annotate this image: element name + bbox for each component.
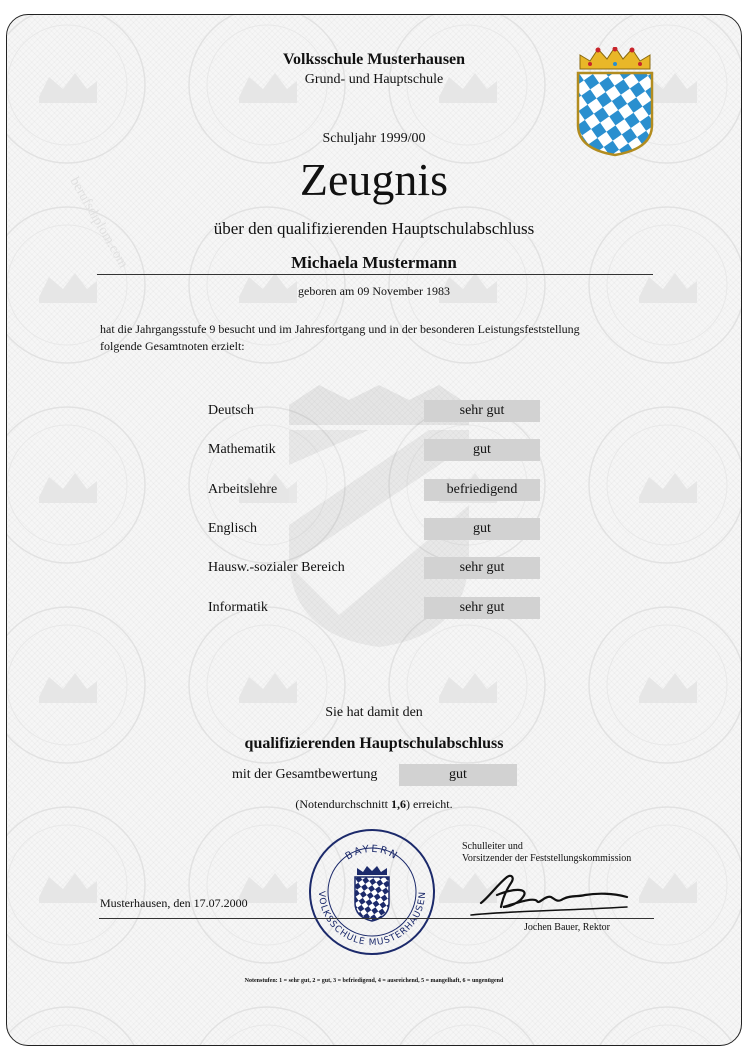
school-seal — [307, 827, 437, 957]
overall-grade-label: mit der Gesamtbewertung — [232, 767, 378, 782]
qualification-title: qualifizierenden Hauptschulabschluss — [244, 735, 504, 752]
grade-box: sehr gut — [424, 400, 540, 422]
intro-line-1: hat die Jahrgangsstufe 9 besucht und im Jahresfortgang und in der besonderen Leistungsfeststellung — [100, 322, 580, 336]
grade-box: sehr gut — [424, 557, 540, 579]
average-prefix: (Notendurchschnitt — [295, 797, 391, 811]
signer-name: Jochen Bauer, Rektor — [524, 922, 610, 933]
signer-title-line-1: Schulleiter und — [462, 841, 523, 852]
subject-label: Hausw.-sozialer Bereich — [208, 560, 345, 575]
intro-text — [100, 321, 660, 355]
school-type: Grund- und Hauptschule — [304, 72, 444, 87]
subject-label: Englisch — [208, 521, 257, 536]
grade-box: befriedigend — [424, 479, 540, 501]
grade-average — [7, 797, 741, 812]
certificate-sheet — [6, 14, 742, 1046]
subject-label: Mathematik — [208, 442, 276, 457]
result-intro: Sie hat damit den — [325, 705, 423, 720]
document-title: Zeugnis — [299, 154, 449, 205]
grade-box: sehr gut — [424, 597, 540, 619]
grade-box: gut — [424, 518, 540, 540]
school-name: Volksschule Musterhausen — [282, 51, 466, 68]
average-value: 1,6 — [391, 797, 406, 811]
student-name: Michaela Mustermann — [291, 253, 457, 272]
overall-grade-box: gut — [399, 764, 517, 786]
document-subtitle: über den qualifizierenden Hauptschulabschluss — [213, 219, 535, 238]
signer-title-line-2: Vorsitzender der Feststellungskommission — [462, 853, 632, 864]
seal-ring-text: VOLKSSCHULE MUSTERHAUSEN — [315, 890, 429, 949]
intro-line-2: folgende Gesamtnoten erzielt: — [100, 339, 245, 353]
place-date: Musterhausen, den 17.07.2000 — [100, 896, 248, 910]
grade-box: gut — [424, 439, 540, 461]
signature-line — [99, 918, 654, 919]
watermark-text: berufsdiplom.com — [66, 174, 131, 271]
signer-title — [462, 841, 692, 865]
subject-label: Informatik — [208, 600, 268, 615]
birth-date: geboren am 09 November 1983 — [298, 284, 450, 298]
subject-label: Arbeitslehre — [208, 482, 278, 497]
name-underline — [97, 274, 653, 275]
average-suffix: ) erreicht. — [406, 797, 453, 811]
seal-top-text: BAYERN — [343, 843, 401, 863]
school-year: Schuljahr 1999/00 — [322, 131, 426, 146]
handwritten-signature — [467, 867, 637, 922]
subject-label: Deutsch — [208, 403, 254, 418]
grading-scale-footnote: Notenstufen: 1 = sehr gut, 2 = gut, 3 = befriedigend, 4 = ausreichend, 5 = mangelhaft, 6 = ungenügend — [244, 978, 504, 984]
